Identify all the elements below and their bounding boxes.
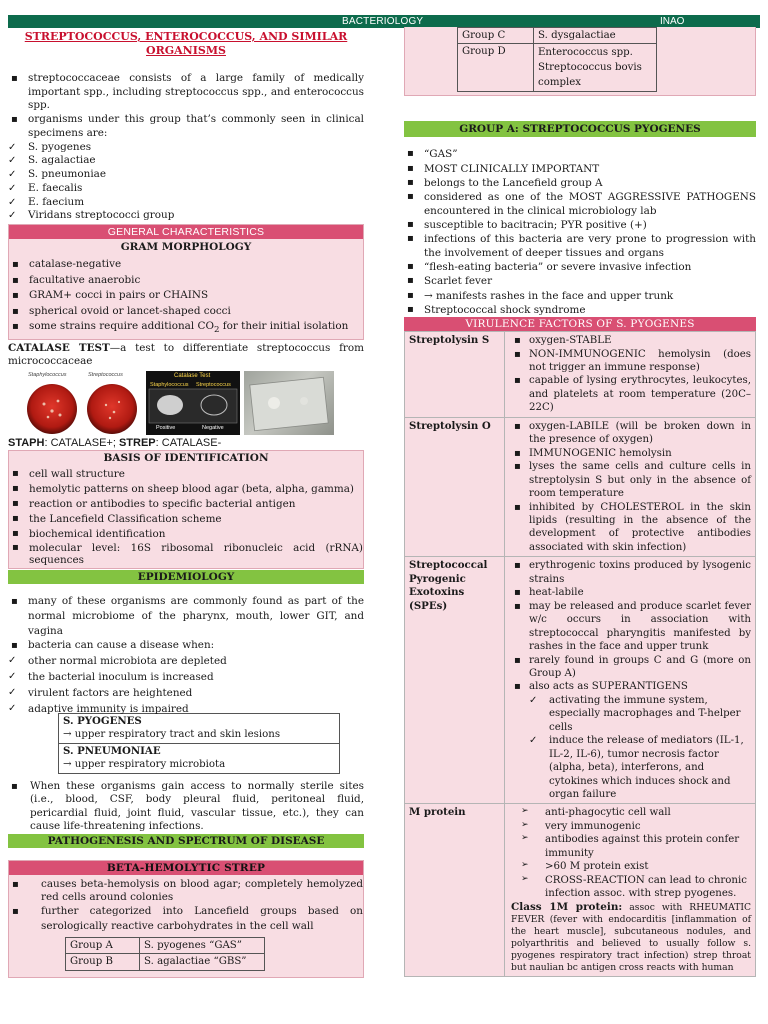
list-item: ➢ anti-phagocytic cell wall [511, 806, 751, 819]
table-row: Streptolysin O ▪ oxygen-LABILE (will be broken down in the presence of oxygen) ▪ IMMUNOGENIC hemolysin ▪ lyses the same cells and culture cells in streptolysin S but only in the absence of room temperature ▪ inhibited by CHOLESTEROL in the skin lipids (resulting in the absence of the development of protective antibodies associated with skin infection) [405, 417, 756, 557]
list-item: ▪ → manifests rashes in the face and upper trunk [404, 289, 756, 303]
list-item: ▪ GRAM+ cocci in pairs or CHAINS [9, 288, 363, 304]
list-item: ▪ catalase-negative [9, 257, 363, 273]
list-item: ▪ spherical ovoid or lancet-shaped cocci [9, 304, 363, 320]
header-author: INAO [660, 16, 685, 27]
organism-list [8, 141, 364, 223]
condition-list [8, 653, 364, 717]
table-row: S. PYOGENES → upper respiratory tract and skin lesions [59, 713, 340, 743]
list-item: ▪ also acts as SUPERANTIGENS [511, 680, 751, 693]
list-item: ✓ other normal microbiota are depleted [8, 653, 364, 669]
list-item: ▪ hemolytic patterns on sheep blood agar (beta, alpha, gamma) [9, 482, 363, 496]
beta-list [9, 878, 363, 934]
list-item: ▪ rarely found in groups C and G (more on Group A) [511, 654, 751, 681]
list-item: ➢ very immunogenic [511, 820, 751, 833]
image-label: Catalase Test [174, 373, 211, 380]
lancefield-continuation-box [404, 27, 756, 96]
list-item: ✓ Viridans streptococci group [8, 209, 364, 223]
list-item: ▪ facultative anaerobic [9, 273, 363, 289]
list-item: ✓ adaptive immunity is impaired [8, 701, 364, 717]
image-label: Positive [156, 424, 176, 431]
list-item: ▪ reaction or antibodies to specific bacterial antigen [9, 497, 363, 511]
table-row: Group A S. pyogenes “GAS” [66, 937, 265, 953]
list-item: ▪ oxygen-LABILE (will be broken down in the presence of oxygen) [511, 420, 751, 447]
list-item: ▪ organisms under this group that’s commonly seen in clinical specimens are: [8, 113, 364, 140]
section-heading: GENERAL CHARACTERISTICS [9, 225, 363, 239]
list-item: ▪ many of these organisms are commonly found as part of the normal microbiome of the pharynx, mouth, lower GIT, and vagina [8, 594, 364, 639]
catalase-section [8, 342, 364, 450]
table-row: Group B S. agalactiae “GBS” [66, 954, 265, 970]
list-item: ▪ the Lancefield Classification scheme [9, 512, 363, 526]
image-label: Staphylococcus [28, 372, 67, 379]
list-item: ▪ molecular level: 16S ribosomal ribonucleic acid (rRNA) sequences [9, 542, 363, 566]
virulence-table [404, 331, 756, 977]
image-label: Streptococcus [88, 372, 123, 379]
image-label: Negative [202, 424, 224, 431]
list-item: ▪ “flesh-eating bacteria” or severe invasive infection [404, 260, 756, 274]
glass-slide-graphic [244, 371, 334, 435]
table-row: S. PNEUMONIAE → upper respiratory microbiota [59, 743, 340, 773]
intro-list [8, 72, 364, 141]
catalase-images [22, 371, 364, 435]
list-item: ▪ “GAS” [404, 147, 756, 161]
list-item: ▪ streptococcaceae consists of a large family of medically important spp., including streptococcus spp., and enterococcus spp. [8, 72, 364, 113]
beta-hemolytic-box [8, 860, 364, 978]
basis-list [9, 467, 363, 566]
table-row: Streptolysin S ▪ oxygen-STABLE ▪ NON-IMMUNOGENIC hemolysin (does not trigger an immune response) ▪ capable of lysing erythrocytes, leukocytes, and platelets at room temperature (20C–22C) [405, 332, 756, 418]
list-item: ▪ When these organisms gain access to normally sterile sites (i.e., blood, CSF, body pleural fluid, peritoneal fluid, pericardial fluid, joint fluid, vascular tissue, etc.), they can cause life-threatening infections. [8, 780, 364, 834]
basis-identification-box [8, 450, 364, 569]
list-item: ▪ heat-labile [511, 586, 751, 599]
list-item: ▪ MOST CLINICALLY IMPORTANT [404, 162, 756, 176]
list-item: ▪ erythrogenic toxins produced by lysogenic strains [511, 559, 751, 586]
list-item: ▪ Streptococcal shock syndrome [404, 303, 756, 317]
list-item: ▪ oxygen-STABLE [511, 334, 751, 347]
list-item: ▪ NON-IMMUNOGENIC hemolysin (does not trigger an immune response) [511, 348, 751, 375]
table-row: Streptococcal Pyrogenic Exotoxins (SPEs) ▪ erythrogenic toxins produced by lysogenic strains ▪ heat-labile ▪ may be released and produce scarlet fever w/c occurs in association with streptococcal pharyngitis manifested by rashes in the face and upper trunk ▪ rarely found in groups C and G (more on Group A) ▪ also acts as SUPERANTIGENS ✓ activating the immune system, especially macrophages and T-helper cells ✓ induce the release of mediators (IL-1, IL-2, IL-6), tumor necrosis factor (alpha, beta), interferons, and cytokines which induces shock and organ failure [405, 557, 756, 804]
list-item: ✓ induce the release of mediators (IL-1, IL-2, IL-6), tumor necrosis factor (alpha, beta), interferons, and cytokines which induces shock and organ failure [529, 734, 751, 801]
list-item: ▪ lyses the same cells and culture cells in streptolysin S but only in the absence of room temperature [511, 460, 751, 500]
organism-site-table [58, 713, 340, 774]
list-item: ▪ considered as one of the MOST AGGRESSIVE PATHOGENS encountered in the clinical microbiology lab [404, 190, 756, 218]
list-item: ▪ biochemical identification [9, 527, 363, 541]
list-item: ▪ some strains require additional $CO_2$ for their initial isolation [9, 319, 363, 339]
general-characteristics-box [8, 224, 364, 340]
list-item: ✓ S. agalactiae [8, 154, 364, 168]
section-heading: EPIDEMIOLOGY [8, 570, 364, 584]
list-item: ✓ E. faecium [8, 196, 364, 210]
header-subject: BACTERIOLOGY [342, 16, 424, 27]
class-1m-note: Class 1M protein: assoc with RHEUMATIC FEVER (fever with endocarditis [inflammation of the heart muscle], subcutaneous nodules, and polyarthritis and believed to usually follow s. pyogenes respiratory tract infection) strep throat but naulian bc antigen cross reacts with human [511, 900, 751, 973]
section-heading: GROUP A: STREPTOCOCCUS PYOGENES [404, 121, 756, 137]
section-heading: PATHOGENESIS AND SPECTRUM OF DISEASE [8, 834, 364, 848]
list-item: ✓ S. pneumoniae [8, 168, 364, 182]
gram-list [9, 257, 363, 339]
group-a-list [404, 147, 756, 317]
right-column [404, 30, 756, 977]
glass-slide-image [244, 371, 334, 435]
list-item: ✓ activating the immune system, especially macrophages and T-helper cells [529, 694, 751, 734]
subheading: GRAM MORPHOLOGY [120, 241, 252, 254]
list-item: ▪ causes beta-hemolysis on blood agar; completely hemolyzed red cells around colonies [9, 878, 363, 904]
list-item: ▪ susceptible to bacitracin; PYR positive (+) [404, 218, 756, 232]
list-item: ▪ belongs to the Lancefield group A [404, 176, 756, 190]
agar-plates-graphic [22, 371, 142, 435]
list-item: ▪ inhibited by CHOLESTEROL in the skin lipids (resulting in the absence of the development of protective antibodies associated with skin infection) [511, 501, 751, 555]
list-item: ▪ IMMUNOGENIC hemolysin [511, 447, 751, 460]
list-item: ▪ may be released and produce scarlet fever w/c occurs in association with streptococcal pharyngitis manifested by rashes in the face and upper trunk [511, 600, 751, 654]
left-column [8, 30, 364, 978]
catalase-slide-image [146, 371, 240, 435]
list-item: ➢ antibodies against this protein confer immunity [511, 833, 751, 860]
catalase-result: STAPH: CATALASE+; STREP: CATALASE- [8, 437, 222, 450]
list-item: ✓ virulent factors are heightened [8, 685, 364, 701]
epidemiology-list [8, 594, 364, 653]
list-item: ▪ infections of this bacteria are very prone to progression with the involvement of deeper tissues and organs [404, 232, 756, 260]
subheading: BETA-HEMOLYTIC STREP [9, 861, 363, 875]
list-item: ➢ CROSS-REACTION can lead to chronic infection assoc. with strep pyogenes. [511, 874, 751, 901]
image-label: Staphylococcus [150, 382, 189, 389]
table-row: M protein ➢ anti-phagocytic cell wall ➢ very immunogenic ➢ antibodies against this protein confer immunity ➢ >60 M protein exist ➢ CROSS-REACTION can lead to chronic infection assoc. with strep pyogenes. Class 1M protein: assoc with RHEUMATIC FEVER (fever with endocarditis [inflammation of the heart muscle], subcutaneous nodules, and polyarthritis and believed to usually follow s. pyogenes respiratory tract infection) strep throat but naulian bc antigen cross reacts with human [405, 804, 756, 976]
catalase-desc: CATALASE TEST—a test to differentiate streptococcus from micrococcaceae [8, 341, 364, 368]
page-title: STREPTOCOCCUS, ENTEROCOCCUS, AND SIMILAR ORGANISMS [24, 30, 348, 57]
list-item: ✓ S. pyogenes [8, 141, 364, 155]
lancefield-table-continued [457, 27, 657, 92]
list-item: ▪ bacteria can cause a disease when: [8, 639, 364, 653]
list-item: ▪ capable of lysing erythrocytes, leukocytes, and platelets at room temperature (20C–22C) [511, 374, 751, 414]
blood-agar-image [22, 371, 142, 435]
lancefield-table [65, 937, 265, 971]
list-item: ✓ E. faecalis [8, 182, 364, 196]
list-item: ▪ cell wall structure [9, 467, 363, 481]
table-row: Group C S. dysgalactiae [458, 28, 657, 44]
list-item: ▪ Scarlet fever [404, 274, 756, 288]
subheading: BASIS OF IDENTIFICATION [103, 452, 269, 465]
list-item: ▪ further categorized into Lancefield groups based on serologically reactive carbohydrates in the cell wall [9, 904, 363, 934]
sterile-site-list [8, 780, 364, 834]
list-item: ➢ >60 M protein exist [511, 860, 751, 873]
table-row: Group D Enterococcus spp. Streptococcus bovis complex [458, 44, 657, 92]
list-item: ✓ the bacterial inoculum is increased [8, 669, 364, 685]
section-heading: VIRULENCE FACTORS OF S. PYOGENES [404, 317, 756, 331]
image-label: Streptococcus [196, 382, 231, 389]
